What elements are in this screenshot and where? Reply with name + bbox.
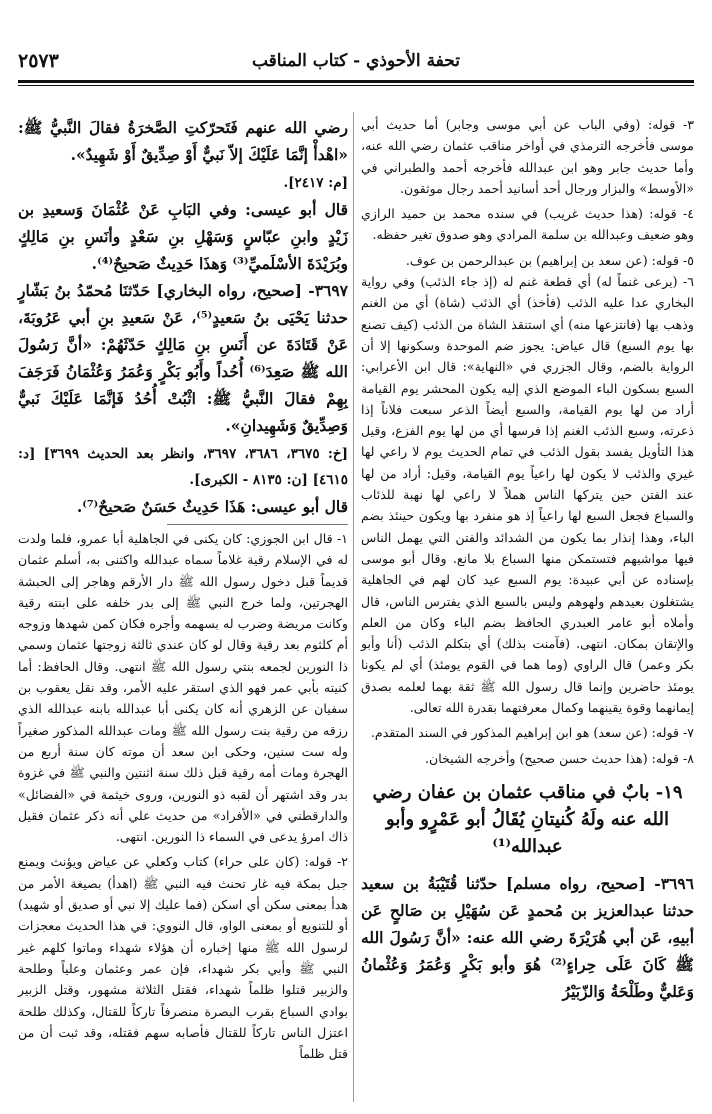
- chapter-heading: ١٩- بابٌ في مناقب عثمان بن عفان رضي الله عنه ولَهُ كُنيتانِ يُقَالُ أبو عَمْرٍو وأبو عبدالله⁽¹⁾: [372, 781, 683, 857]
- page-header: [18, 48, 694, 82]
- hadith-3696: ٣٦٩٦- [صحيح، رواه مسلم] حدّثنا قُتَيْبَةُ بن سعيد حدثنا عبدالعزيز بن مُحمدٍ عَن سُهَيْلِ بن صَالحٍ عَن أبيهِ، عَن أبي هُرَيْرَةَ رضي الله عنه: «أنَّ رَسُولَ الله ﷺ كَانَ عَلَى حِراءٍ⁽²⁾ هُوَ وأبو بَكْرٍ وَعُمَرُ وَعُثْمانُ وَعَليٌّ وطَلْحَةُ وَالزّبَيْرُ: [361, 873, 695, 1001]
- page-number: ٢٥٧٣: [18, 50, 59, 72]
- header-rule-thin: [18, 85, 694, 86]
- footnote-1: ١- قال ابن الجوزي: كان يكنى في الجاهلية أبا عمرو، فلما ولدت له في الإسلام رقية غلاماً سماه عبدالله واكتنى به، أسلم عثمان قديماً قبل دخول رسول الله ﷺ دار الأرقم وهاجر إلى الحبشة الهجرتين، ولما خرج النبي ﷺ إلى بدر خلفه على ابنته رقية وكانت مريضة وضرب له بسهمه وأجره فكان كمن شهدها وزوجه أم كلثوم بعد رقية وقال لو كان عندي ثالثة زوجتها عثمان وسمي ذا النورين لجمعه بنتي رسول الله ﷺ انتهى. وقال الحافظ: أما كنيته بأبي عمر فهو الذي استقر عليه الأمر، وقد نقل يعقوب بن سفيان عن الزهري أنه كان يكنى أبا عبدالله بابنه عبدالله الذي رزقه من رقية بنت رسول الله ﷺ ومات عبدالله المذكور صغيراً وله ست سنين، وحكى ابن سعد أن موته كان سنة أربع من الهجرة ومات أمه رقية قبل ذلك سنة اثنتين والنبي ﷺ في غزوة بدر وقد اشتهر أن لقبه ذو النورين، وروى خيثمة في «الفضائل» والدارقطني في «الأفراد» من حديث علي أنه ذكر عثمان فقيل ذاك امرؤ يدعى في السماء ذا النورين. انتهى.: [18, 531, 348, 845]
- hadith-3696-reference: [م: ٢٤١٧].: [283, 175, 348, 191]
- footnote-3: ٣- قوله: (وفي الباب عن أبي موسى وجابر) أما حديث أبي موسى فأخرجه الترمذي في أواخر مناقب عثمان رضي الله عنه، وأما حديث جابر وهو ابن عبدالله فأخرجه أحمد والطبراني في «الأوسط» والبزار ورجال أحد أسانيد أحمد رجال موثقون.: [361, 117, 694, 196]
- header-rule-thick: [18, 80, 694, 83]
- footnote-7: ٧- قوله: (عن سعد) هو ابن إبراهيم المذكور في السند المتقدم.: [370, 725, 694, 741]
- left-column: [18, 114, 348, 1064]
- footnote-6: ٦- (يرعى غنماً له) أي قطعة غنم له (إذ جاء الذئب) وفي رواية البخاري عدا عليه الذئب (فأخذ) أي الذئب (شاة) أي من الغنم وذهب بها (فانتزعها منه) أي استنقذ الشاة من الذئب (كيف تصنع بها يوم السبع) قال عياض: يجوز ضم الموحدة وسكونها إلا أن الرواية بالضم، وقال الجزري في «النهاية»: قال ابن الأعرابي: السبع بسكون الباء الموضع الذي إليه يكون المحشر يوم القيامة أراد من لها يوم القيامة، والسبع أيضاً الذعر سبعت فلاناً إذا ذعرته، وسبع الذئب الغنم إذا فرسها أي من لها يوم الفزع، وقيل هذا التأويل يفسد بقول الذئب في تمام الحديث يوم لا راعي لها غيري والذئب لا يكون لها راعياً يوم القيامة، وقيل: أراد من لها عند الفتن حين يتركها الناس هملاً لا راعي لها نهبة للذئاب والسباع فجعل السبع لها راعياً إذ هو منفرد بها ويكون حينئذ بضم الباء، وهذا إنذار بما يكون من الشدائد والفتن التي يهمل الناس فيها مواشيهم فتستمكن منها السباع بلا مانع. وقال أبو موسى بإسناده عن أبي عبيدة: يوم السبع عيد كان لهم في الجاهلية يشتغلون بعيدهم ولهوهم وليس بالسبع الذي يفترس الناس، قال وأملاه أبو عامر العبدري الحافظ بضم الباء وكان من العلم والإتقان بمكان. انتهى. (فآمنت بذلك) أي بتكلم الذئب (أنا وأبو بكر وعمر) قال الراوي (وما هما في القوم يومئذ) أي لم يكونا يومئذ حاضرين وإنما قال رسول الله ﷺ ثقة بهما لعلمه بصدق إيمانهما وقوة يقينهما وكمال معرفتهما بقدرة الله تعالى.: [361, 274, 694, 716]
- tirmidhi-comment-2: قال أبو عيسى: هَذَا حَدِيثٌ حَسَنٌ صَحيحٌ⁽⁷⁾.: [76, 497, 348, 516]
- running-title: تحفة الأحوذي - كتاب المناقب: [251, 51, 460, 71]
- right-column: [361, 114, 694, 1005]
- footnote-separator: [167, 524, 349, 525]
- column-divider: [353, 112, 354, 1102]
- footnote-2: ٢- قوله: (كان على حراء) كتاب وكعلي عن عياض ويؤنث ويمنع جبل بمكة فيه غار تحنث فيه النبي ﷺ (اهدأ) بصيغة الأمر من هدأ بمعنى سكن أي اسكن (فما عليك إلا نبي أو صديق أو شهيد) أو للتنويع أو بمعنى الواو، قال النووي: في هذا الحديث معجزات لرسول الله ﷺ منها إخباره أن هؤلاء شهداء وماتوا كلهم غير النبي ﷺ وأبي بكر شهداء، فإن عمر وعثمان وعلياً وطلحة والزبير قتلوا ظلماً شهداء، فقتل الثلاثة مشهور، وقتل الزبير بوادي السباع بقرب البصرة منصرفاً تاركاً للقتال، وكذلك طلحة اعتزل الناس تاركاً للقتال فأصابه سهم فقتله، وقد ثبت أن من قتل ظلماً: [18, 854, 348, 1062]
- hadith-3697: ٣٦٩٧- [صحيح، رواه البخاري] حَدّثنَا مُحمّدُ بنُ بَشّارٍ حدثنا يَحْيَى بنُ سَعيدٍ⁽⁵⁾، عَنْ سَعيدِ بنِ أبي عَرُوبَةَ، عَنْ قَتَادَةَ عن أَنَسِ بنِ مَالِكٍ حَدّثَهُمْ: «أنَّ رَسُولَ الله ﷺ صَعِدَ⁽⁶⁾ أُحُداً وأَبُو بَكْرٍ وَعُمَرُ وَعُثْمَانُ فَرَجَفَ بِهِمْ فقالَ النَّبيُّ ﷺ: اثْبُتْ أُحُدُ فَإنَّمَا عَلَيْكَ نَبيٌّ وَصِدِّيقٌ وَشَهِيدانِ».: [18, 281, 348, 435]
- footnote-8: ٨- قوله: (هذا حديث حسن صحيح) وأخرجه الشيخان.: [424, 750, 694, 766]
- tirmidhi-comment-1: قال أبو عيسى: وفي البَابِ عَنْ عُثْمَانَ وَسعيدِ بن زَيْدٍ وابنِ عبّاسٍ وَسَهْلِ بنِ سَعْدٍ وأنَسِ بنِ مَالِكٍ وبُرَيْدَةَ الأسْلَميِّ⁽³⁾ وَهذَا حَدِيثٌ صَحيحٌ⁽⁴⁾.: [18, 200, 348, 273]
- hadith-3696-continuation: رضي الله عنهم فَتَحرّكتِ الصَّخرَةُ فقالَ النَّبيُّ ﷺ: «اهْدأْ إنَّمَا عَلَيْكَ إلاّ نَبيٌّ أَوْ صِدِّيقٌ أَوْ شَهِيدٌ».: [18, 118, 348, 164]
- footnote-4: ٤- قوله: (هذا حديث غريب) في سنده محمد بن حميد الرازي وهو ضعيف وعبدالله بن سلمة المرادي وهو صدوق تغير حفظه.: [361, 206, 694, 243]
- hadith-3697-reference: [خ: ٣٦٧٥، ٣٦٨٦، ٣٦٩٧، وانظر بعد الحديث ٣٦٩٩] [د: ٤٦١٥] [ن: ٨١٣٥ - الكبرى].: [18, 446, 348, 488]
- footnote-5: ٥- قوله: (عن سعد بن إبراهيم) بن عبدالرحمن بن عوف.: [405, 252, 694, 268]
